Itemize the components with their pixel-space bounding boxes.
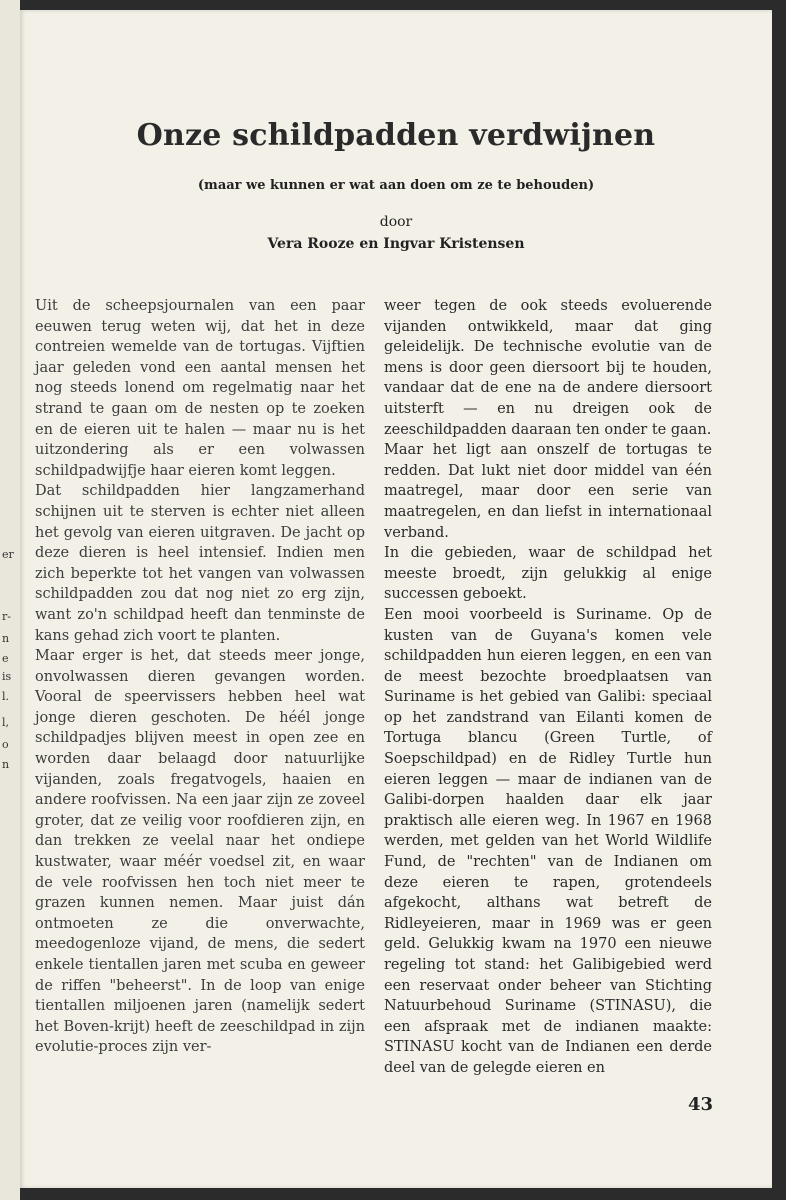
margin-fragment: er <box>2 548 14 561</box>
margin-fragment: r- <box>2 610 11 623</box>
paragraph: Uit de scheepsjournalen van een paar eeuwen terug weten wij, dat het in deze contreien wemelde van de tortugas. Vijftien jaar geleden vond een aantal mensen het nog steeds lonend om regelmatig naar het strand te gaan om de nesten op te zoeken en de eieren uit te halen — maar nu is het uitzondering als er een volwassen schildpadwijfje haar eieren komt leggen. <box>35 298 365 479</box>
byline-prefix: door <box>379 214 413 230</box>
article-subtitle: (maar we kunnen er wat aan doen om ze te behouden) <box>197 178 595 193</box>
margin-fragment: is <box>2 670 12 683</box>
page-number: 43 <box>688 1094 714 1115</box>
paragraph: In die gebieden, waar de schildpad het meeste broedt, zijn gelukkig al enige successen geboekt. <box>384 545 712 603</box>
paragraph: Maar het ligt aan onszelf de tortugas te redden. Dat lukt niet door middel van één maatregel, maar door een serie van maatregelen, en dan liefst in internationaal verband. <box>384 442 712 541</box>
article-title: Onze schildpadden verdwijnen <box>136 118 656 153</box>
byline-authors: Vera Rooze en Ingvar Kristensen <box>267 236 525 252</box>
paragraph: Maar erger is het, dat steeds meer jonge, onvolwassen dieren gevangen worden. Vooral de speervissers hebben heel wat jonge dieren geschoten. De héél jonge schildpadjes blijven meest in open zee en worden daar belaagd door natuurlijke vijanden, zoals fregatvogels, haaien en andere roofvissen. Na een jaar zijn ze zoveel groter, dat ze veilig voor roofdieren zijn, en dan trekken ze veelal naar het ondiepe kustwater, waar méér voedsel zit, en waar de vele roofvissen hen toch niet meer te grazen kunnen nemen. Maar juist dán ontmoeten ze die onverwachte, meedogenloze vijand, de mens, die sedert enkele tientallen jaren met scuba en geweer de riffen "beheerst". In de loop van enige tientallen miljoenen jaren (namelijk sedert het Boven-krijt) heeft de zeeschildpad in zijn evolutie-proces zijn ver- <box>35 648 365 1056</box>
left-column <box>35 296 365 1058</box>
margin-fragment: l, <box>2 716 10 729</box>
paragraph: weer tegen de ook steeds evoluerende vijanden ontwikkeld, maar dat ging geleidelijk. De technische evolutie van de mens is door geen diersoort bij te houden, vandaar dat de ene na de andere diersoort uitsterft — en nu dreigen ook de zeeschildpadden daaraan ten onder te gaan. <box>384 298 712 438</box>
margin-fragment: o <box>2 738 9 751</box>
paragraph: Een mooi voorbeeld is Suriname. Op de kusten van de Guyana's komen vele schildpadden hun eieren leggen, en een van de meest bezochte broedplaatsen van Suriname is het gebied van Galibi: speciaal op het zandstrand van Eilanti komen de Tortuga blancu (Green Turtle, of Soepschildpad) en de Ridley Turtle hun eieren leggen — maar de indianen van de Galibi-dorpen haalden daar elk jaar praktisch alle eieren weg. In 1967 en 1968 werden, met gelden van het World Wildlife Fund, de "rechten" van de Indianen om deze eieren te rapen, grotendeels afgekocht, althans wat betreft de Ridleyeieren, maar in 1969 was er geen geld. Gelukkig kwam na 1970 een nieuwe regeling tot stand: het Galibigebied werd een reservaat onder beheer van Stichting Natuurbehoud Suriname (STINASU), die een afspraak met de indianen maakte: STINASU kocht van de Indianen een derde deel van de gelegde eieren en <box>384 606 712 1076</box>
paragraph: Dat schildpadden hier langzamerhand schijnen uit te sterven is echter niet alleen het gevolg van eieren uitgraven. De jacht op deze dieren is heel intensief. Indien men zich beperkte tot het vangen van volwassen schildpadden zou dat nog niet zo erg zijn, want zo'n schildpad heeft dan tenminste de kans gehad zich voort te planten. <box>35 483 365 644</box>
margin-fragment: l. <box>2 690 10 703</box>
adjacent-page-edge <box>0 0 20 1200</box>
margin-fragment: e <box>2 652 9 665</box>
magazine-page <box>20 10 772 1188</box>
margin-fragment: n <box>2 758 10 771</box>
margin-fragment: n <box>2 632 10 645</box>
right-column <box>384 296 712 1079</box>
